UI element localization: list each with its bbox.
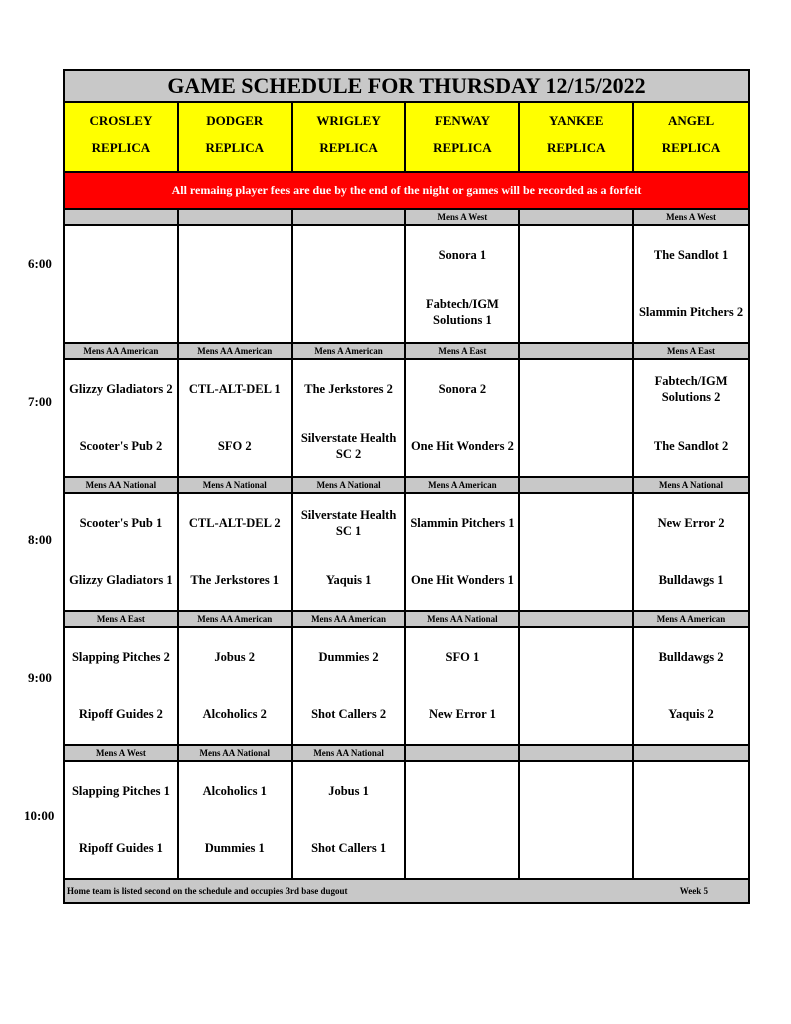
game-cell xyxy=(179,628,293,744)
game-cell xyxy=(406,226,520,342)
week-label: Week 5 xyxy=(679,886,708,896)
visiting-team: Slapping Pitches 2 xyxy=(71,650,170,664)
game-cell xyxy=(65,494,179,610)
game-cell xyxy=(520,226,634,342)
field-header xyxy=(179,103,293,171)
field-sub: REPLICA xyxy=(546,140,606,155)
field-sub: REPLICA xyxy=(433,140,492,155)
field-sub: REPLICA xyxy=(91,140,151,155)
visiting-team xyxy=(520,636,632,678)
division-label: Mens AA American xyxy=(293,612,407,626)
field-sub: REPLICA xyxy=(205,140,264,155)
home-team: Bulldawgs 1 xyxy=(658,573,724,587)
division-label: Mens AA American xyxy=(65,344,179,358)
home-team: Fabtech/IGM Solutions 1 xyxy=(425,297,499,327)
game-cell xyxy=(634,494,748,610)
visiting-team: The Sandlot 1 xyxy=(653,248,729,262)
field-sub: REPLICA xyxy=(319,140,378,155)
home-team xyxy=(520,690,632,738)
game-cell xyxy=(520,628,634,744)
game-cell xyxy=(406,628,520,744)
visiting-team xyxy=(520,770,632,812)
home-team xyxy=(520,556,632,604)
game-cell xyxy=(65,360,179,476)
time-slots xyxy=(65,210,748,880)
home-team xyxy=(179,288,291,336)
division-label xyxy=(634,746,748,760)
page-title: GAME SCHEDULE FOR THURSDAY 12/15/2022 xyxy=(65,71,748,103)
game-cell xyxy=(293,762,407,878)
field-name: YANKEE xyxy=(549,113,604,128)
division-label xyxy=(520,478,634,492)
game-cell xyxy=(293,360,407,476)
visiting-team xyxy=(406,770,518,812)
division-label: Mens AA National xyxy=(179,746,293,760)
home-team xyxy=(634,824,748,872)
visiting-team xyxy=(520,368,632,410)
home-team: Shot Callers 1 xyxy=(311,841,387,855)
visiting-team: The Jerkstores 2 xyxy=(304,382,393,396)
division-label xyxy=(520,612,634,626)
field-header xyxy=(406,103,520,171)
visiting-team: Fabtech/IGM Solutions 2 xyxy=(654,374,728,404)
time-label: 9:00 xyxy=(28,670,52,685)
game-cell xyxy=(179,360,293,476)
division-label: Mens A East xyxy=(65,612,179,626)
game-row xyxy=(65,762,748,880)
game-cell xyxy=(179,762,293,878)
division-label: Mens A National xyxy=(659,480,724,490)
visiting-team xyxy=(520,234,632,276)
home-team: One Hit Wonders 2 xyxy=(410,439,514,453)
visiting-team: Scooter's Pub 1 xyxy=(79,516,163,530)
visiting-team xyxy=(520,502,632,544)
time-label: 6:00 xyxy=(28,256,52,271)
visiting-team xyxy=(179,234,291,276)
division-label: Mens A West xyxy=(666,212,716,222)
time-label: 7:00 xyxy=(28,394,52,409)
home-team: New Error 1 xyxy=(428,707,496,721)
game-row xyxy=(65,360,748,478)
game-cell xyxy=(65,762,179,878)
division-label: Mens A American xyxy=(656,614,726,624)
game-cell xyxy=(520,360,634,476)
division-label: Mens A American xyxy=(406,478,520,492)
game-cell xyxy=(406,494,520,610)
division-label: Mens AA American xyxy=(179,612,293,626)
division-label xyxy=(293,210,407,224)
game-cell xyxy=(65,226,179,342)
home-team: Alcoholics 2 xyxy=(202,707,267,721)
division-label xyxy=(520,344,634,358)
home-team: The Sandlot 2 xyxy=(653,439,729,453)
visiting-team xyxy=(634,770,748,812)
visiting-team xyxy=(65,234,177,276)
home-team: The Jerkstores 1 xyxy=(190,573,280,587)
home-team: Ripoff Guides 2 xyxy=(78,707,163,721)
visiting-team: New Error 2 xyxy=(657,516,725,530)
home-team: Shot Callers 2 xyxy=(311,707,387,721)
home-team: SFO 2 xyxy=(217,439,252,453)
game-cell xyxy=(634,762,748,878)
division-label: Mens A American xyxy=(293,344,407,358)
game-cell xyxy=(520,762,634,878)
division-label: Mens A National xyxy=(293,478,407,492)
game-cell xyxy=(634,226,748,342)
game-row xyxy=(65,628,748,746)
time-label: 10:00 xyxy=(24,808,55,823)
game-cell xyxy=(520,494,634,610)
game-cell xyxy=(293,494,407,610)
visiting-team: SFO 1 xyxy=(445,650,480,664)
division-label xyxy=(65,210,179,224)
division-row xyxy=(65,612,748,628)
visiting-team: Slammin Pitchers 1 xyxy=(410,516,515,530)
home-team xyxy=(406,824,518,872)
game-cell xyxy=(406,762,520,878)
game-cell xyxy=(179,226,293,342)
division-row xyxy=(65,344,748,360)
division-label: Mens A West xyxy=(406,210,520,224)
home-team xyxy=(65,288,177,336)
field-header-row xyxy=(65,103,748,173)
visiting-team: Jobus 1 xyxy=(328,784,369,798)
field-name: ANGEL xyxy=(667,113,715,128)
division-label xyxy=(520,746,634,760)
time-label: 8:00 xyxy=(28,532,52,547)
visiting-team: CTL-ALT-DEL 2 xyxy=(188,516,281,530)
field-name: DODGER xyxy=(206,113,264,128)
footer-note: Home team is listed second on the schedule and occupies 3rd base dugout xyxy=(67,886,348,896)
division-row xyxy=(65,746,748,762)
division-label xyxy=(406,746,520,760)
game-cell xyxy=(293,628,407,744)
home-team xyxy=(520,288,632,336)
division-label: Mens AA American xyxy=(179,344,293,358)
field-header xyxy=(634,103,748,171)
visiting-team: Jobus 2 xyxy=(214,650,256,664)
field-sub: REPLICA xyxy=(661,140,721,155)
fee-notice: All remaing player fees are due by the end of the night or games will be recorded as a forfeit xyxy=(65,173,748,210)
division-row xyxy=(65,478,748,494)
field-header xyxy=(293,103,407,171)
visiting-team: Sonora 1 xyxy=(438,248,487,262)
home-team: Yaquis 2 xyxy=(668,707,714,721)
division-label xyxy=(179,210,293,224)
division-label: Mens AA National xyxy=(406,612,520,626)
game-cell xyxy=(406,360,520,476)
home-team xyxy=(520,422,632,470)
visiting-team: Alcoholics 1 xyxy=(202,784,267,798)
division-label: Mens AA National xyxy=(65,478,179,492)
field-name: CROSLEY xyxy=(89,113,153,128)
game-cell xyxy=(293,226,407,342)
game-cell xyxy=(179,494,293,610)
field-header xyxy=(520,103,634,171)
game-cell xyxy=(634,628,748,744)
visiting-team xyxy=(293,234,405,276)
visiting-team: CTL-ALT-DEL 1 xyxy=(188,382,281,396)
home-team: Dummies 1 xyxy=(204,841,265,855)
home-team: One Hit Wonders 1 xyxy=(410,573,514,587)
visiting-team: Sonora 2 xyxy=(438,382,487,396)
division-label: Mens A National xyxy=(179,478,293,492)
home-team: Scooter's Pub 2 xyxy=(79,439,163,453)
field-name: FENWAY xyxy=(434,113,490,128)
home-team: Glizzy Gladiators 1 xyxy=(69,573,173,587)
home-team: Slammin Pitchers 2 xyxy=(638,305,744,319)
visiting-team: Silverstate Health SC 1 xyxy=(300,508,397,538)
visiting-team: Glizzy Gladiators 2 xyxy=(69,382,173,396)
visiting-team: Slapping Pitches 1 xyxy=(71,784,170,798)
division-row xyxy=(65,210,748,226)
game-cell xyxy=(65,628,179,744)
visiting-team: Dummies 2 xyxy=(318,650,379,664)
division-label: Mens A East xyxy=(667,346,716,356)
home-team: Yaquis 1 xyxy=(325,573,372,587)
schedule-table xyxy=(63,69,750,904)
division-label: Mens AA National xyxy=(293,746,407,760)
field-header xyxy=(65,103,179,171)
game-cell xyxy=(634,360,748,476)
game-row xyxy=(65,226,748,344)
game-row xyxy=(65,494,748,612)
home-team xyxy=(520,824,632,872)
home-team xyxy=(293,288,405,336)
visiting-team: Bulldawgs 2 xyxy=(658,650,724,664)
footer xyxy=(65,880,748,902)
division-label: Mens A East xyxy=(406,344,520,358)
home-team: Silverstate Health SC 2 xyxy=(300,431,397,461)
field-name: WRIGLEY xyxy=(316,113,381,128)
home-team: Ripoff Guides 1 xyxy=(78,841,163,855)
division-label xyxy=(520,210,634,224)
division-label: Mens A West xyxy=(65,746,179,760)
